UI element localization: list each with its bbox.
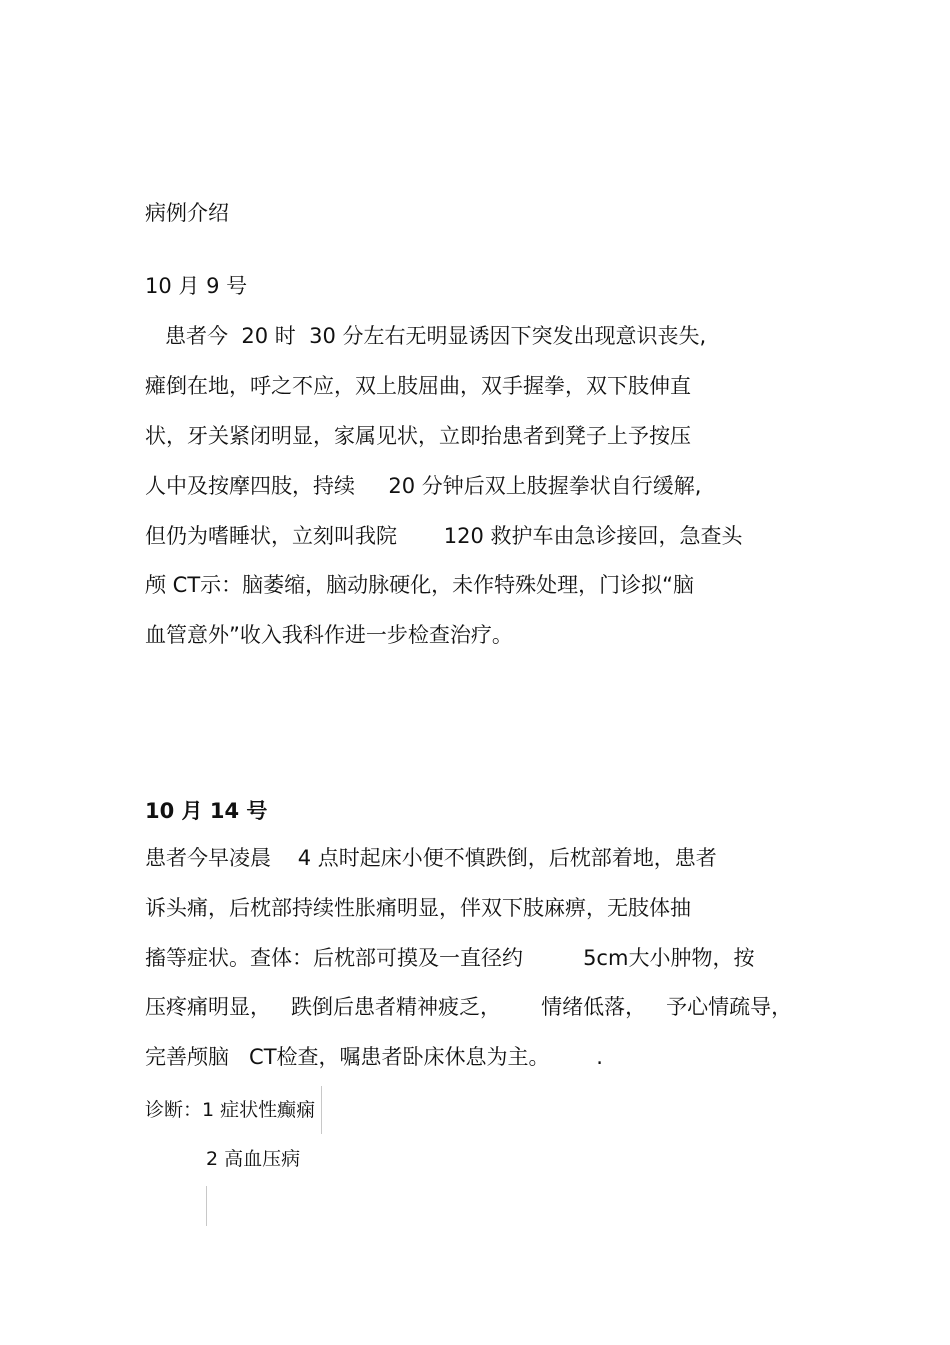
entry1-line: 颅 CT示：脑萎缩，脑动脉硬化，未作特殊处理，门诊拟“脑 bbox=[145, 573, 695, 597]
entry1-date: 10 月 9 号 bbox=[145, 274, 248, 298]
table-border-line bbox=[206, 1186, 207, 1226]
entry2-date: 10 月 14 号 bbox=[145, 799, 268, 823]
entry2-line: 搐等症状。查体：后枕部可摸及一直径约 5cm大小肿物，按 bbox=[145, 946, 755, 970]
entry2-line: 患者今早凌晨 4 点时起床小便不慎跌倒，后枕部着地，患者 bbox=[145, 846, 717, 870]
diagnosis-line-1: 诊断：1 症状性癫痫 bbox=[145, 1099, 316, 1121]
entry1-line: 患者今 20 时 30 分左右无明显诱因下突发出现意识丧失, bbox=[145, 324, 707, 348]
entry1-line: 但仍为嗜睡状，立刻叫我院 120 救护车由急诊接回，急查头 bbox=[145, 524, 743, 548]
entry1-line: 瘫倒在地，呼之不应，双上肢屈曲，双手握拳，双下肢伸直 bbox=[145, 374, 691, 398]
entry2-line: 完善颅脑 CT检查，嘱患者卧床休息为主。 . bbox=[145, 1045, 603, 1069]
entry1-line: 血管意外”收入我科作进一步检查治疗。 bbox=[145, 623, 513, 647]
entry1-line: 状，牙关紧闭明显，家属见状，立即抬患者到凳子上予按压 bbox=[145, 424, 691, 448]
table-border-line bbox=[321, 1086, 322, 1134]
entry2-line: 诉头痛，后枕部持续性胀痛明显，伴双下肢麻痹，无肢体抽 bbox=[145, 896, 691, 920]
document-title: 病例介绍 bbox=[145, 201, 229, 225]
entry2-line: 压疼痛明显， 跌倒后患者精神疲乏， 情绪低落， 予心情疏导， bbox=[145, 995, 793, 1019]
entry1-line: 人中及按摩四肢，持续 20 分钟后双上肢握拳状自行缓解, bbox=[145, 474, 702, 498]
diagnosis-line-2: 2 高血压病 bbox=[206, 1148, 301, 1170]
